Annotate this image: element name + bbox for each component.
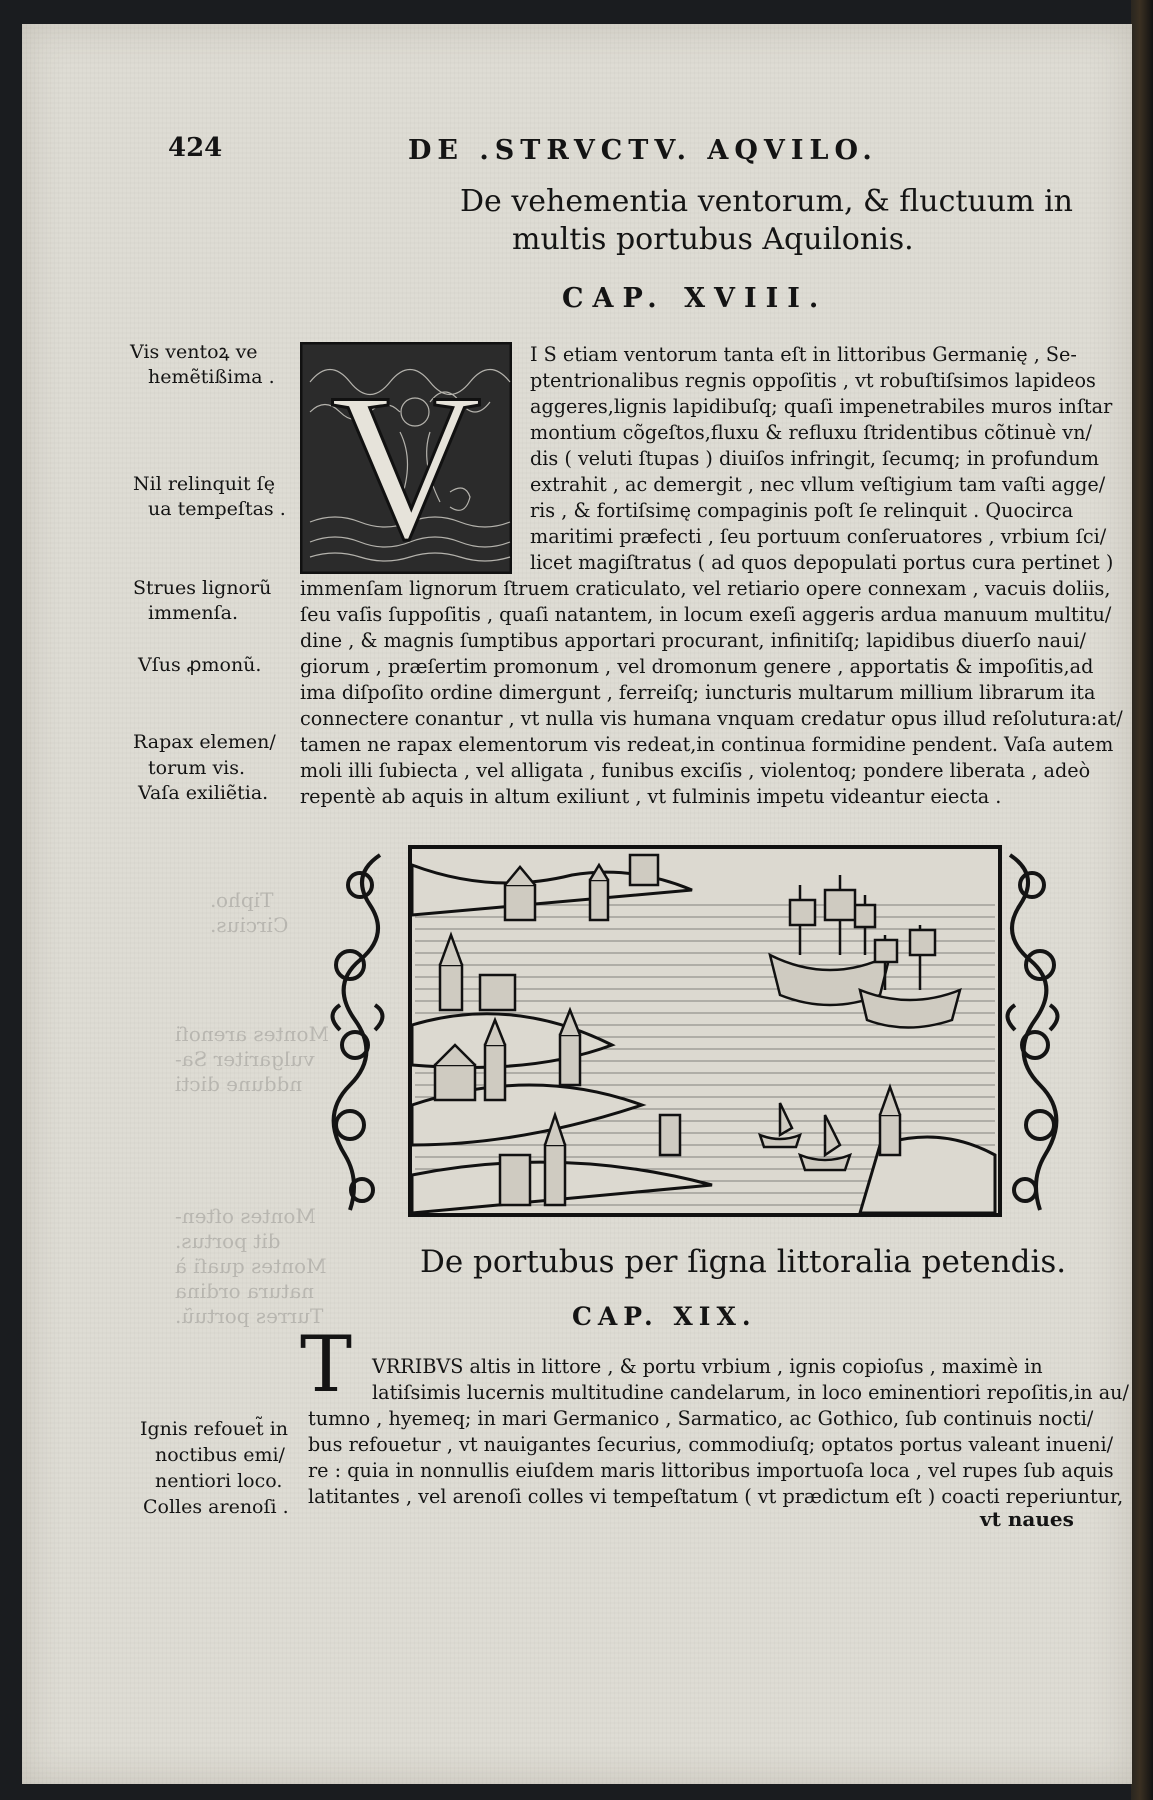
body-line: licet magiſtratus ( ad quos depopulati portus cura pertinet )	[530, 551, 1114, 574]
body-line: montium cõgeſtos,fluxu & refluxu ſtridentibus cõtinuè vn/	[530, 421, 1092, 444]
body-line: maritimi præfecti , ſeu portuum conſeruatores , vrbium ſci/	[530, 525, 1107, 548]
margin-note: immenſa.	[148, 602, 238, 624]
margin-note: Vis ventoꝝ ve	[130, 341, 258, 363]
margin-note: torum vis.	[148, 757, 246, 779]
chapter-number: CAP. XVIII.	[562, 283, 828, 314]
body-line: dis ( veluti ſtupas ) diuiſos infringit, ſecumq; in profundum	[530, 447, 1099, 470]
body-line: aggeres,lignis lapidibuſq; quaſi impenetrabiles muros inſtar	[530, 395, 1113, 418]
bleed-through-note: Tipho.	[210, 888, 274, 912]
chapter-number: CAP. XIX.	[572, 1302, 757, 1331]
body-line: latitantes , vel arenoſi colles vi tempeſtatum ( vt prædictum eſt ) coacti reperiuntur,	[308, 1485, 1124, 1508]
body-line: ima diſpoſito ordine dimergunt , ferreiſq; iuncturis multarum millium librarum ita	[300, 681, 1096, 704]
body-line: repentè ab aquis in altum exiliunt , vt fulminis impetu videantur eiecta .	[300, 785, 1002, 808]
bleed-through-note: Turres portuũ.	[175, 1304, 324, 1328]
woodcut-harbor-illustration	[320, 845, 1062, 1220]
body-line: moli illi ſubiecta , vel alligata , funibus exciſis , violentoq; pondere liberata , adeò	[300, 759, 1091, 782]
margin-note: Colles arenoſi .	[143, 1496, 289, 1518]
margin-note: noctibus emi/	[155, 1444, 285, 1466]
bleed-through-note: vulgariter Sa-	[175, 1047, 315, 1071]
body-line: extrahit , ac demergit , nec vllum veſtigium tam vaſti agge/	[530, 473, 1106, 496]
margin-note: hemẽtißima .	[148, 366, 275, 388]
bleed-through-note: nddune dicti	[175, 1072, 303, 1096]
page-number: 424	[168, 133, 223, 163]
svg-text:V: V	[330, 351, 482, 574]
bleed-through-note: Circius.	[210, 913, 289, 937]
bleed-through-note: Montes quaſi à	[175, 1254, 327, 1278]
margin-note: Vaſa exiliẽtia.	[138, 782, 269, 804]
body-line: dine , & magnis ſumptibus apportari procurant, infinitiſq; lapidibus diuerſo naui/	[300, 629, 1087, 652]
margin-note: Ignis refouet̃ in	[140, 1418, 289, 1440]
body-line: tumno , hyemeq; in mari Germanico , Sarmatico, ac Gothico, ſub continuis nocti/	[308, 1407, 1094, 1430]
body-line: connectere conantur , vt nulla vis humana vnquam credatur opus illud reſolutura:at/	[300, 707, 1123, 730]
margin-note: Rapax elemen/	[133, 731, 276, 753]
margin-note: Vſus ꝓmonũ.	[138, 654, 262, 676]
chapter-title-line: De vehementia ventorum, & fluctuum in	[460, 184, 1074, 219]
margin-note: Nil relinquit ſę	[133, 473, 275, 495]
bleed-through-note: dit portus.	[175, 1229, 281, 1253]
body-line: giorum , præſertim promonum , vel dromonum genere , apportatis & impoſitis,ad	[300, 655, 1094, 678]
catchword: vt naues	[980, 1507, 1074, 1531]
margin-note: ua tempeſtas .	[148, 498, 286, 520]
body-line: VRRIBVS altis in littore , & portu vrbium , ignis copioſus , maximè in	[372, 1355, 1043, 1378]
book-edge	[1131, 0, 1153, 1800]
margin-note: nentiori loco.	[155, 1470, 283, 1492]
chapter-title-line: multis portubus Aquilonis.	[512, 222, 914, 257]
margin-note: Strues lignorũ	[133, 577, 272, 599]
body-line: bus refouetur , vt nauigantes ſecurius, commodiuſq; optatos portus valeant inueni/	[308, 1433, 1114, 1456]
bleed-through-note: natura ordina	[175, 1279, 315, 1303]
bleed-through-note: Montes arenoſi	[175, 1022, 329, 1046]
initial-letter-t: T	[300, 1320, 353, 1410]
body-line: re : quia in nonnullis eiuſdem maris littoribus importuoſa loca , vel rupes ſub aquis	[308, 1459, 1114, 1482]
running-head: DE .STRVCTV. AQVILO.	[408, 135, 878, 166]
body-line: ptentrionalibus regnis oppoſitis , vt robuſtiſsimos lapideos	[530, 369, 1096, 392]
chapter-title: De portubus per ſigna littoralia petendis.	[420, 1244, 1067, 1280]
body-line: ſeu vaſis ſuppoſitis , quaſi natantem, in locum exeſi aggeris ardua manuum multitu/	[300, 603, 1112, 626]
body-line: I S etiam ventorum tanta eſt in littoribus Germanię , Se-	[530, 343, 1077, 366]
body-line: immenſam lignorum ſtruem craticulato, vel retiario opere connexam , vacuis doliis,	[300, 577, 1111, 600]
bleed-through-note: Montes oſten-	[175, 1204, 316, 1228]
body-line: latiſsimis lucernis multitudine candelarum, in loco eminentiori repoſitis,in au/	[372, 1381, 1129, 1404]
body-line: ris , & fortiſsimę compaginis poſt ſe relinquit . Quocirca	[530, 499, 1074, 522]
decorated-initial-v	[300, 342, 512, 574]
body-line: tamen ne rapax elementorum vis redeat,in continua formidine pendent. Vaſa autem	[300, 733, 1114, 756]
